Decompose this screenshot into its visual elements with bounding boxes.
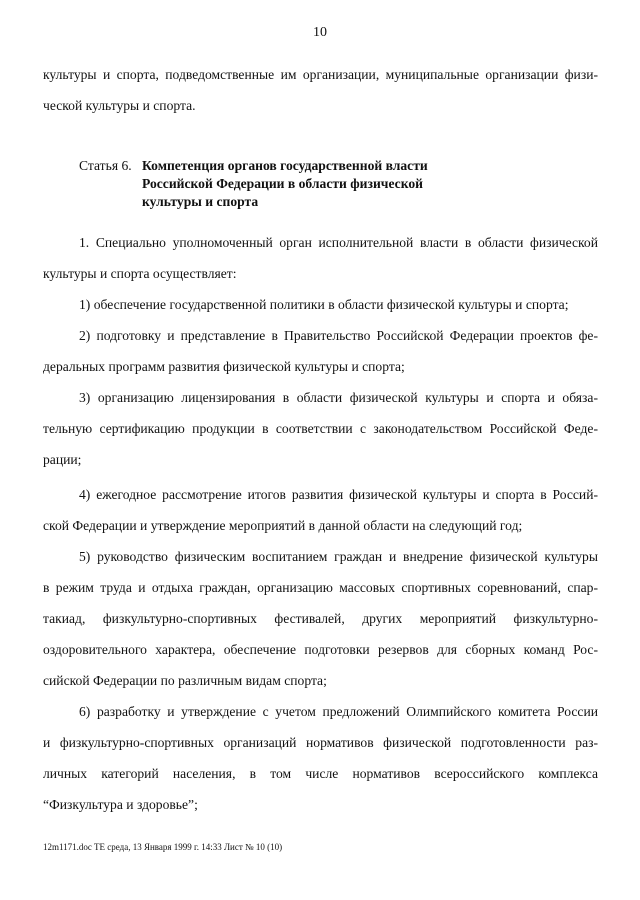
- article-title-line: Российской Федерации в области физической: [142, 176, 423, 191]
- paragraph-line: 3) организацию лицензирования в области физической культуры и спорта и обяза-: [79, 390, 598, 405]
- article-title-line: Компетенция органов государственной власти: [142, 158, 428, 173]
- paragraph-line: рации;: [43, 452, 82, 467]
- text-line: культуры и спорта, подведомственные им организации, муниципальные организации физи-: [43, 67, 598, 82]
- article-title-line: культуры и спорта: [142, 194, 259, 209]
- paragraph-line: оздоровительного характера, обеспечение подготовки резервов для сборных команд Рос-: [43, 642, 598, 657]
- paragraph-line: 4) ежегодное рассмотрение итогов развития физической культуры и спорта в Россий-: [79, 487, 598, 502]
- paragraph-line: культуры и спорта осуществляет:: [43, 266, 237, 281]
- paragraph-line: 5) руководство физическим воспитанием граждан и внедрение физической культуры: [79, 549, 598, 564]
- paragraph-line: сийской Федерации по различным видам спорта;: [43, 673, 327, 688]
- paragraph-line: 6) разработку и утверждение с учетом предложений Олимпийского комитета России: [79, 704, 598, 719]
- paragraph-line: в режим труда и отдыха граждан, организацию массовых спортивных соревнований, спар-: [43, 580, 598, 595]
- paragraph-line: и физкультурно-спортивных организаций нормативов физической подготовленности раз-: [43, 735, 598, 750]
- article-label: Статья 6.: [79, 158, 132, 173]
- paragraph-line: 1) обеспечение государственной политики в области физической культуры и спорта;: [79, 297, 569, 312]
- text-line: ческой культуры и спорта.: [43, 98, 196, 113]
- paragraph-line: личных категорий населения, в том числе нормативов всероссийского комплекса: [43, 766, 598, 781]
- paragraph-line: “Физкультура и здоровье”;: [43, 797, 198, 812]
- article-title: [142, 157, 472, 211]
- paragraph-line: 1. Специально уполномоченный орган исполнительной власти в области физической: [79, 235, 598, 250]
- paragraph-line: деральных программ развития физической культуры и спорта;: [43, 359, 405, 374]
- paragraph-line: такиад, физкультурно-спортивных фестивалей, других мероприятий физкультурно-: [43, 611, 598, 626]
- page-number: 10: [313, 25, 327, 40]
- paragraph-line: 2) подготовку и представление в Правительство Российской Федерации проектов фе-: [79, 328, 598, 343]
- paragraph-line: ской Федерации и утверждение мероприятий в данной области на следующий год;: [43, 518, 523, 533]
- document-footer: 12m1171.doc TE среда, 13 Января 1999 г. 14:33 Лист № 10 (10): [43, 842, 283, 852]
- paragraph-line: тельную сертификацию продукции в соответствии с законодательством Российской Феде-: [43, 421, 598, 436]
